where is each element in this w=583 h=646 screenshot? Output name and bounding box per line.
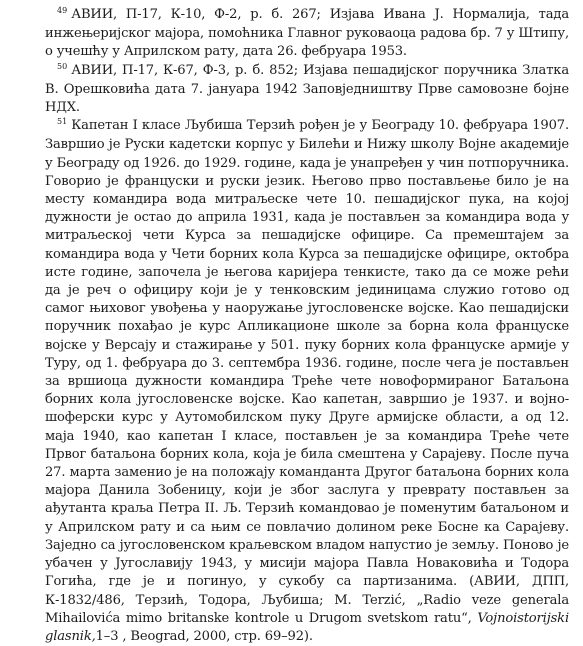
footnote-number: 50 xyxy=(57,61,68,71)
footnote-number: 51 xyxy=(57,117,68,127)
journal-title: Vojnoistorijski glasnik, xyxy=(45,610,569,644)
footnote-number: 49 xyxy=(57,6,68,15)
footnotes-block xyxy=(45,6,569,646)
footnote-49 xyxy=(45,6,569,62)
footnote-text: АВИИ, П-17, К-10, Ф-2, р. б. 267; Изјава Ивана Ј. Нормалија, тада инжењеријског мајора, помоћника Главног руковаоца радова бр. 7 у Штипу, о учешћу у Априлском рату, дата 26. фебруара 1953. xyxy=(45,7,569,60)
footnote-text: Капетан I класе Љубиша Терзић рођен је у Београду 10. фебруара 1907. Завршио је Руски кадетски корпус у Билећи и Нижу школу Војне академије у Београду од 1926. до 1929. године, када је унапређен у чин потпоручника. Говорио је француски и руски језик. Његово прво постављење било је на месту командира вода митраљеске чете 10. пешадијског пука, на којој дужности је остао до априла 1931, када је постављен за командира вода у митраљеској чети Курса за пешадијске официре. Са премештајем за командира вода у Чети борних кола Курса за пешадијске официре, октобра исте године, започела је његова каријера тенкисте, тако да се може рећи да је реч о официру који је у тенковским јединицама служио готово од самог њиховог увођења у наоружање југословенске војске. Као пешадијски поручник похађао је курс Апликационе школе за борна кола француске војске у Версају и стажирање у 501. пуку борних кола француске армије у Туру, од 1. фебруара до 3. септембра 1936. године, после чега је постављен за вршиоца дужности командира Треће чете новоформираног Батаљона борних кола југословенске војске. Као капетан, завршио је 1937. и војно-шоферски курс у Аутомобилском пуку Друге армијске области, а од 12. маја 1940, као капетан I класе, постављен је за командира Треће чете Првог батаљона борних кола, која је била смештена у Сарајеву. После пуча 27. марта заменио је на положају команданта Другог батаљона борних кола мајора Данила Зобеницу, који је због заслуга у преврату постављен за ађутанта краља Петра II. Љ. Терзић командовао је поменутим батаљоном и у Априлском рату и са њим се повлачио долином реке Босне ка Сарајеву. Заједно са југословенском краљевском владом напустио је земљу. Поново је убачен у Југославију 1943, у мисији мајора Павла Новаковића и Тодора Гогића, где је и погинуо, у сукобу са партизанима. (АВИИ, ДПП, К-1832/486, Терзић, Тодора, Љубиша; M. Terzić, „Radio veze generala Mihailovića mimo britanske kontrole u Drugom svetskom ratu“, xyxy=(45,118,569,626)
footnote-51 xyxy=(45,117,569,646)
footnote-50 xyxy=(45,62,569,118)
footnote-text-end: 1–3 , Beograd, 2000, стр. 69–92). xyxy=(95,628,313,644)
footnote-text: АВИИ, П-17, К-67, Ф-3, р. б. 852; Изјава пешадијског поручника Златка В. Орешковића дата 7. јануара 1942 Заповједништву Прве самовозне бојне НДХ. xyxy=(45,62,569,116)
